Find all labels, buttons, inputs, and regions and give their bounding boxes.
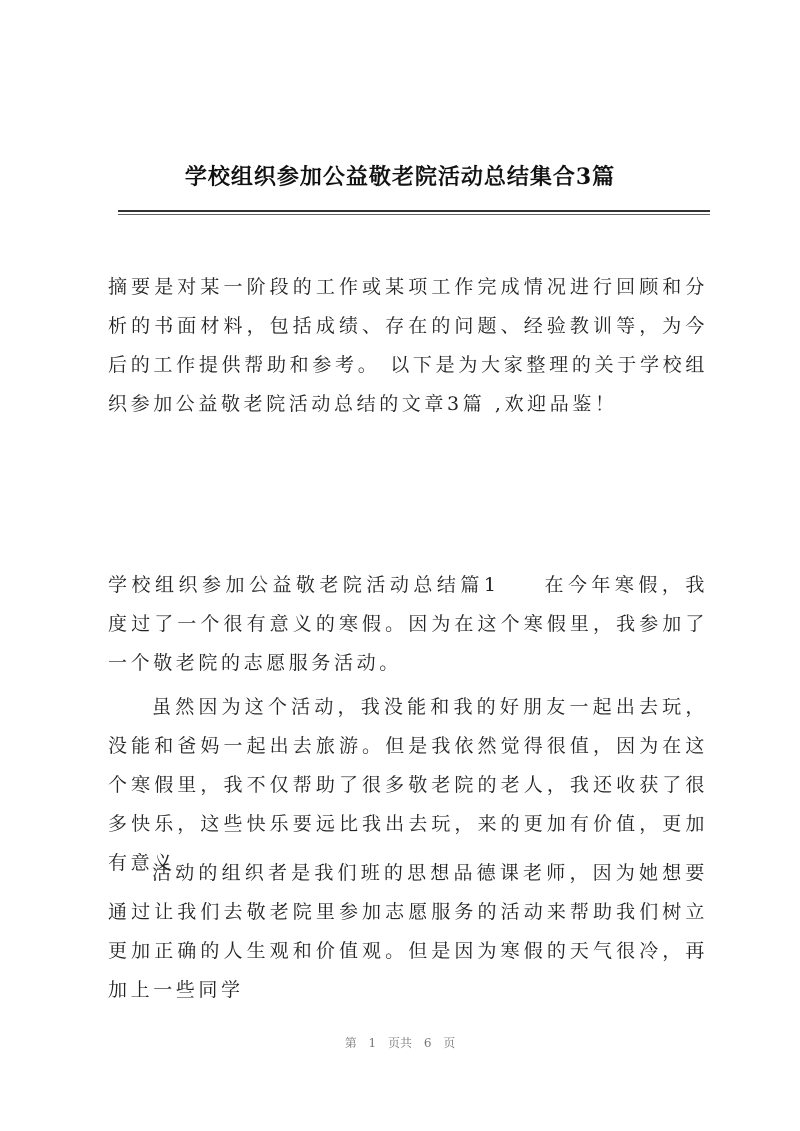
abstract-paragraph: 摘要是对某一阶段的工作或某项工作完成情况进行回顾和分析的书面材料，包括成绩、存在的问题、经验教训等，为今后的工作提供帮助和参考。 以下是为大家整理的关于学校组织参加公益敬老院活动总结的文章3篇 ,欢迎品鉴！ — [108, 276, 708, 415]
title-underline-thin — [118, 214, 710, 215]
body-paragraph-3: 活动的组织者是我们班的思想品德课老师，因为她想要通过让我们去敬老院里参加志愿服务的活动来帮助我们树立更加正确的人生观和价值观。但是因为寒假的天气很冷，再加上一些同学 — [108, 862, 708, 1001]
page-footer: 第 1 页共 6 页 — [344, 1036, 456, 1050]
body-paragraph-1 — [108, 566, 708, 683]
body-paragraph-2: 虽然因为这个活动，我没能和我的好朋友一起出去玩，没能和爸妈一起出去旅游。但是我依然觉得很值，因为在这个寒假里，我不仅帮助了很多敬老院的老人，我还收获了很多快乐，这些快乐要远比我出去玩，来的更加有价值，更加有意义。 — [108, 696, 708, 874]
page-title: 学校组织参加公益敬老院活动总结集合3篇 — [184, 164, 616, 190]
paragraph-1-text: 在今年寒假，我度过了一个很有意义的寒假。因为在这个寒假里，我参加了一个敬老院的志愿服务活动。 — [108, 574, 709, 674]
title-underline — [118, 210, 710, 212]
section-heading: 学校组织参加公益敬老院活动总结篇1 — [108, 574, 500, 596]
